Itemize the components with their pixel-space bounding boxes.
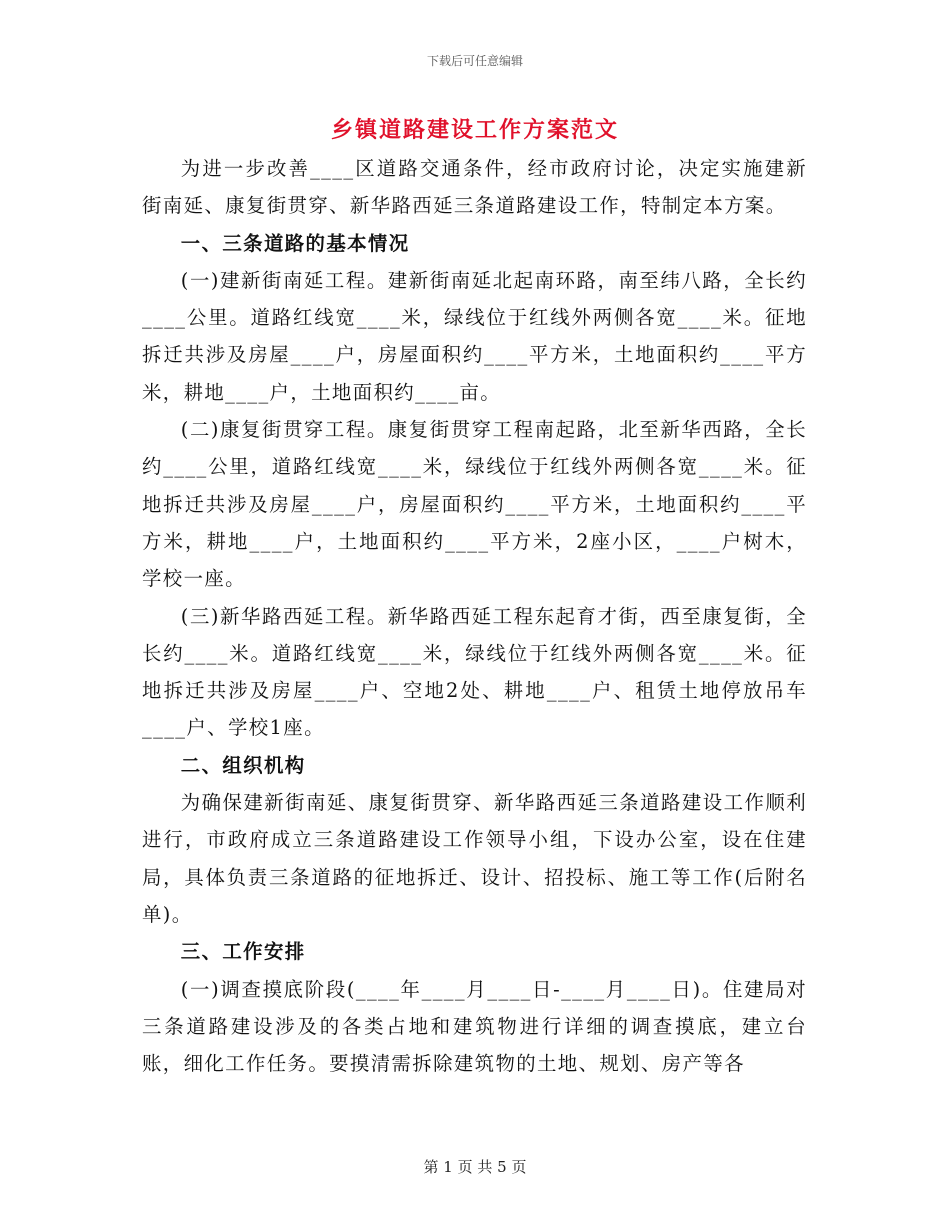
section-heading-1: 一、三条道路的基本情况 (180, 231, 410, 255)
document-body (142, 150, 807, 1082)
intro-paragraph: 为进一步改善____区道路交通条件，经市政府讨论，决定实施建新街南延、康复街贯穿、新华路西延三条道路建设工作，特制定本方案。 (142, 157, 807, 218)
paragraph-1-3: (三)新华路西延工程。新华路西延工程东起育才街，西至康复街，全长约____米。道路红线宽____米，绿线位于红线外两侧各宽____米。征地拆迁共涉及房屋____户、空地2处、耕地____户、租赁土地停放吊车____户、学校1座。 (142, 604, 807, 740)
paragraph-1-1: (一)建新街南延工程。建新街南延北起南环路，南至纬八路，全长约____公里。道路红线宽____米，绿线位于红线外两侧各宽____米。征地拆迁共涉及房屋____户，房屋面积约____平方米，土地面积约____平方米，耕地____户，土地面积约____亩。 (142, 268, 807, 404)
paragraph-1-2: (二)康复街贯穿工程。康复街贯穿工程南起路，北至新华西路，全长约____公里，道路红线宽____米，绿线位于红线外两侧各宽____米。征地拆迁共涉及房屋____户，房屋面积约____平方米，土地面积约____平方米，耕地____户，土地面积约____平方米，2座小区，____户树木，学校一座。 (142, 418, 807, 591)
page-number-footer: 第 1 页 共 5 页 (423, 1158, 527, 1176)
section-heading-2: 二、组织机构 (180, 753, 306, 777)
section-heading-3: 三、工作安排 (180, 940, 306, 964)
header-note: 下载后可任意编辑 (426, 54, 523, 68)
document-title: 乡镇道路建设工作方案范文 (330, 118, 619, 143)
paragraph-2-1: 为确保建新街南延、康复街贯穿、新华路西延三条道路建设工作顺利进行，市政府成立三条道路建设工作领导小组，下设办公室，设在住建局，具体负责三条道路的征地拆迁、设计、招投标、施工等工作(后附名单)。 (142, 791, 807, 926)
paragraph-3-1: (一)调查摸底阶段(____年____月____日-____月____日)。住建局对三条道路建设涉及的各类占地和建筑物进行详细的调查摸底，建立台账，细化工作任务。要摸清需拆除建筑物的土地、规划、房产等各 (142, 977, 807, 1076)
